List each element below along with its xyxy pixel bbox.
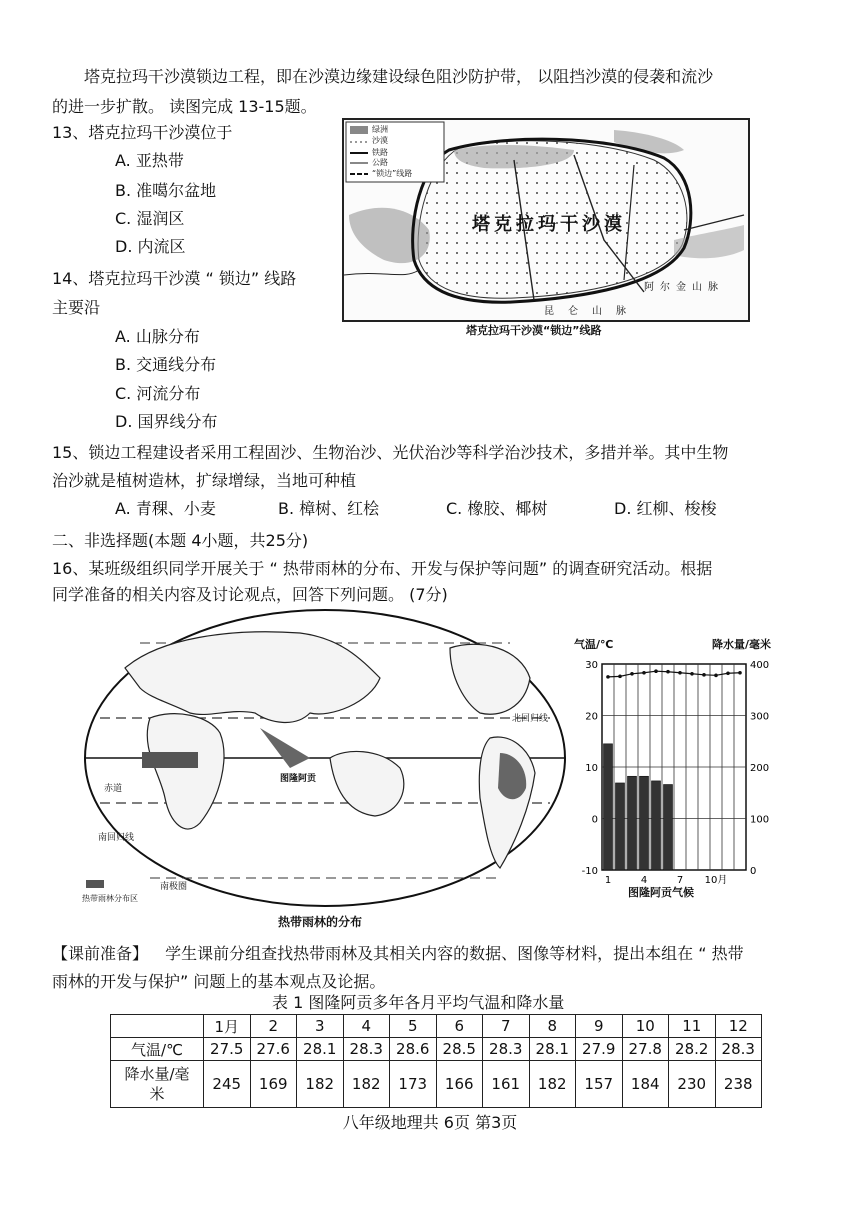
- chart-temp-point: [630, 672, 634, 676]
- climate-chart-svg: [572, 632, 792, 907]
- chart-precip-bar: [604, 744, 613, 870]
- table-temp-cell: 27.5: [204, 1038, 251, 1061]
- desert-map-caption: 塔克拉玛干沙漠“锁边”线路: [466, 324, 602, 337]
- q15-option-c: C. 橡胶、椰树: [446, 499, 548, 518]
- q14-stem-2: 主要沿: [52, 298, 101, 317]
- table-month: 5: [390, 1015, 437, 1038]
- table-month: 3: [297, 1015, 344, 1038]
- chart-right-tick: 400: [750, 660, 770, 671]
- climate-chart: [572, 632, 792, 907]
- chart-precip-bar: [640, 776, 649, 870]
- q13-option-b: B. 准噶尔盆地: [115, 181, 217, 200]
- chart-temp-point: [738, 671, 742, 675]
- table-rain-label-2: 米: [149, 1085, 165, 1103]
- q16-stem-1: 16、某班级组织同学开展关于 “ 热带雨林的分布、开发与保护等问题” 的调查研究活动。根据: [52, 559, 713, 578]
- chart-x-tick: 1: [604, 875, 612, 886]
- chart-ylabel-left: 气温/℃: [574, 638, 614, 651]
- label-equator: 赤道: [104, 784, 123, 794]
- legend-oasis: 绿洲: [372, 125, 388, 134]
- q14-stem-1: 14、塔克拉玛干沙漠 “ 锁边” 线路: [52, 269, 297, 288]
- table-temp-cell: 28.2: [669, 1038, 716, 1061]
- page-footer: 八年级地理共 6页 第3页: [342, 1113, 518, 1132]
- table-title: 表 1 图隆阿贡多年各月平均气温和降水量: [272, 993, 565, 1012]
- q15-option-d: D. 红柳、梭梭: [614, 499, 717, 518]
- legend-lock-edge: “锁边”线路: [372, 169, 413, 178]
- chart-right-tick: 100: [750, 814, 770, 826]
- chart-temp-point: [690, 672, 694, 676]
- legend-desert: 沙漠: [372, 136, 388, 145]
- table-month: 8: [529, 1015, 576, 1038]
- q13-option-c: C. 湿润区: [115, 209, 185, 228]
- chart-left-tick: 10: [585, 763, 598, 774]
- prep-label: 【课前准备】: [52, 944, 149, 963]
- chart-precip-bar: [628, 776, 637, 870]
- table-temp-cell: 27.6: [250, 1038, 297, 1061]
- chart-temp-point: [726, 671, 730, 675]
- q14-option-c: C. 河流分布: [115, 384, 201, 403]
- chart-precip-bar: [652, 781, 661, 870]
- chart-title: 图隆阿贡气候: [628, 886, 694, 899]
- table-rain-cell: 182: [343, 1061, 390, 1108]
- table-rain-cell: 182: [529, 1061, 576, 1108]
- q13-option-a: A. 亚热带: [115, 151, 184, 170]
- table-row-temperature: [111, 1038, 762, 1061]
- table-month: 6: [436, 1015, 483, 1038]
- table-temp-cell: 28.6: [390, 1038, 437, 1061]
- chart-left-tick: -10: [581, 866, 598, 877]
- q13-stem: 13、塔克拉玛干沙漠位于: [52, 123, 233, 142]
- chart-x-tick: 7: [676, 875, 684, 886]
- climate-table: [110, 1014, 762, 1108]
- table-temp-cell: 28.3: [343, 1038, 390, 1061]
- label-antarctic: 南极圈: [160, 882, 188, 892]
- table-temp-cell: 27.9: [576, 1038, 623, 1061]
- prep-text-1: 学生课前分组查找热带雨林及其相关内容的数据、图像等材料，提出本组在 “ 热带: [165, 944, 744, 963]
- table-month: 12: [715, 1015, 762, 1038]
- chart-precip-bar: [664, 785, 673, 870]
- chart-left-tick: 30: [585, 660, 598, 671]
- table-row-months: [111, 1015, 762, 1038]
- table-month: 1月: [204, 1015, 251, 1038]
- place-altun: 阿尔金山脉: [644, 282, 724, 293]
- table-rain-cell: 166: [436, 1061, 483, 1108]
- q14-option-a: A. 山脉分布: [115, 327, 200, 346]
- desert-map: [342, 118, 750, 322]
- table-temp-cell: 28.3: [483, 1038, 530, 1061]
- table-month: 4: [343, 1015, 390, 1038]
- q15-stem-2: 治沙就是植树造林，扩绿增绿，当地可种植: [52, 471, 357, 490]
- label-city: 图隆阿贡: [280, 774, 317, 784]
- q15-option-b: B. 樟树、红桧: [278, 499, 380, 518]
- label-rainforest-legend: 热带雨林分布区: [82, 894, 138, 903]
- prep-line-2: 雨林的开发与保护” 问题上的基本观点及论据。: [52, 972, 386, 991]
- label-tropic-cancer: 北回归线: [512, 714, 549, 724]
- world-map-drawing: [80, 608, 570, 908]
- table-rain-cell: 230: [669, 1061, 716, 1108]
- desert-name: 塔克拉玛干沙漠: [472, 214, 626, 235]
- table-rain-cell: 169: [250, 1061, 297, 1108]
- chart-temp-point: [642, 671, 646, 675]
- table-rain-label: [111, 1061, 204, 1108]
- table-rain-label-1: 降水量/毫: [124, 1065, 190, 1083]
- q14-option-b: B. 交通线分布: [115, 355, 217, 374]
- world-map: [80, 608, 570, 908]
- table-temp-cell: 28.1: [529, 1038, 576, 1061]
- chart-left-tick: 0: [591, 814, 598, 826]
- table-month: 2: [250, 1015, 297, 1038]
- place-kunlun: 昆仑山脉: [544, 306, 640, 317]
- chart-right-tick: 300: [750, 711, 770, 723]
- table-rain-cell: 173: [390, 1061, 437, 1108]
- table-month: 7: [483, 1015, 530, 1038]
- q16-stem-2: 同学准备的相关内容及讨论观点，回答下列问题。 (7分): [52, 585, 448, 604]
- table-month: 10: [622, 1015, 669, 1038]
- table-month: 9: [576, 1015, 623, 1038]
- table-temp-label: 气温/℃: [111, 1038, 204, 1061]
- chart-temp-point: [618, 675, 622, 679]
- legend-railway: 铁路: [372, 148, 388, 157]
- chart-temp-point: [606, 675, 610, 679]
- chart-precip-bar: [616, 783, 625, 870]
- table-temp-cell: 28.5: [436, 1038, 483, 1061]
- chart-ylabel-right: 降水量/毫米: [712, 638, 772, 651]
- chart-temp-point: [654, 669, 658, 673]
- q15-stem-1: 15、锁边工程建设者采用工程固沙、生物治沙、光伏治沙等科学治沙技术，多措并举。其中生物: [52, 443, 729, 462]
- intro-line-2: 的进一步扩散。 读图完成 13-15题。: [52, 97, 317, 116]
- section-2-heading: 二、非选择题(本题 4小题，共25分): [52, 531, 309, 550]
- table-month: 11: [669, 1015, 716, 1038]
- table-rain-cell: 182: [297, 1061, 344, 1108]
- q13-option-d: D. 内流区: [115, 237, 186, 256]
- intro-line-1: 塔克拉玛干沙漠锁边工程，即在沙漠边缘建设绿色阻沙防护带， 以阻挡沙漠的侵袭和流沙: [84, 67, 714, 86]
- table-temp-cell: 27.8: [622, 1038, 669, 1061]
- chart-temp-point: [666, 670, 670, 674]
- chart-temp-point: [678, 671, 682, 675]
- chart-left-tick: 20: [585, 711, 598, 723]
- prep-line-1: [52, 943, 744, 965]
- table-rain-cell: 184: [622, 1061, 669, 1108]
- table-rain-cell: 245: [204, 1061, 251, 1108]
- chart-x-tick: 4: [640, 875, 648, 886]
- table-rain-cell: 238: [715, 1061, 762, 1108]
- chart-right-tick: 0: [750, 866, 757, 877]
- chart-right-tick: 200: [750, 763, 770, 774]
- q15-option-a: A. 青稞、小麦: [115, 499, 216, 518]
- world-map-caption: 热带雨林的分布: [278, 915, 363, 929]
- table-temp-cell: 28.1: [297, 1038, 344, 1061]
- label-tropic-capricorn: 南回归线: [98, 833, 135, 843]
- chart-x-tick: 10月: [704, 875, 728, 886]
- legend-highway: 公路: [372, 158, 388, 167]
- chart-temp-point: [714, 674, 718, 678]
- table-temp-cell: 28.3: [715, 1038, 762, 1061]
- q14-option-d: D. 国界线分布: [115, 412, 218, 431]
- table-rain-cell: 161: [483, 1061, 530, 1108]
- table-rain-cell: 157: [576, 1061, 623, 1108]
- table-corner: [111, 1015, 204, 1038]
- chart-temp-point: [702, 673, 706, 677]
- table-row-precipitation: [111, 1061, 762, 1108]
